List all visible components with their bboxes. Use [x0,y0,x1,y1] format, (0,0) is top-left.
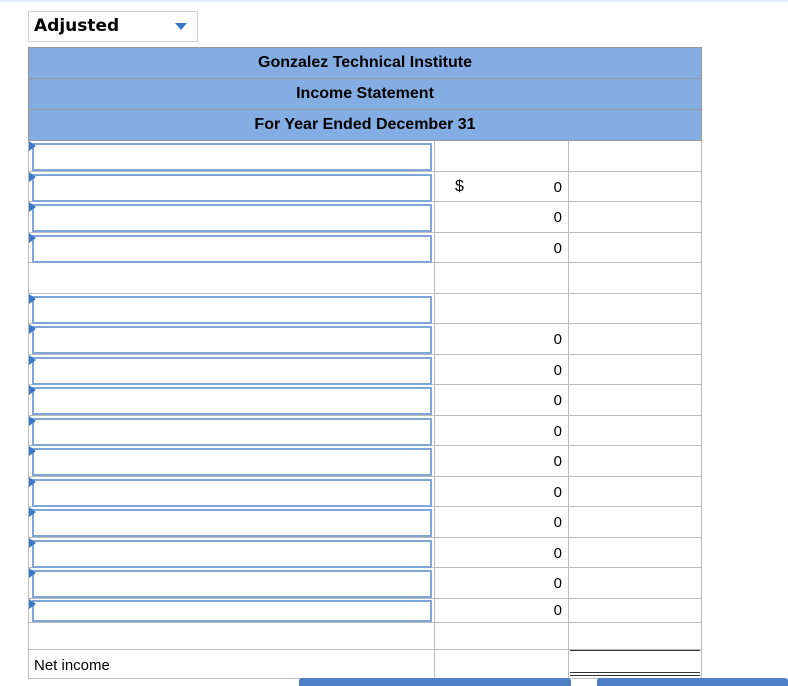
dropdown-flag-icon [29,202,36,212]
account-select[interactable] [32,235,432,263]
dropdown-flag-icon [29,385,36,395]
table-row [28,477,702,508]
total-cell[interactable] [569,507,702,537]
table-row [28,294,702,325]
blank-label-cell [29,623,435,649]
total-cell[interactable] [569,324,702,354]
table-row [28,507,702,538]
dropdown-button[interactable] [166,12,197,41]
statement-type-select[interactable] [28,11,198,42]
dropdown-flag-icon [29,355,36,365]
total-cell[interactable] [569,141,702,171]
dropdown-flag-icon [29,233,36,243]
double-underline [570,672,700,676]
dropdown-flag-icon [29,599,36,609]
dropdown-flag-icon [29,477,36,487]
amount-cell[interactable] [435,623,569,649]
total-cell[interactable] [569,263,702,293]
chevron-down-icon [175,23,187,30]
account-select[interactable] [32,570,432,598]
total-cell[interactable] [569,355,702,385]
table-row [28,599,702,623]
table-row [28,233,702,264]
prev-button[interactable] [299,678,571,686]
dropdown-flag-icon [29,507,36,517]
account-select[interactable] [32,479,432,507]
table-row [28,263,702,294]
table-row [28,355,702,386]
total-cell[interactable] [569,416,702,446]
total-cell[interactable] [569,233,702,263]
account-select[interactable] [32,143,432,171]
account-select[interactable] [32,174,432,202]
total-cell[interactable] [569,385,702,415]
table-row [28,416,702,447]
amount-cell[interactable]: 0 [435,355,569,385]
total-cell[interactable] [569,446,702,476]
account-select[interactable] [32,326,432,354]
dropdown-flag-icon [29,416,36,426]
total-cell[interactable] [569,599,702,622]
table-row [28,172,702,203]
amount-cell[interactable]: 0 [435,568,569,598]
amount-cell[interactable] [435,294,569,324]
total-cell[interactable] [569,172,702,202]
account-select[interactable] [32,600,432,622]
amount-cell[interactable]: 0 [435,507,569,537]
account-select[interactable] [32,357,432,385]
net-income-total-cell[interactable] [569,650,702,678]
dropdown-flag-icon [29,568,36,578]
dropdown-flag-icon [29,172,36,182]
amount-cell[interactable]: $ 0 [435,172,569,202]
table-row [28,324,702,355]
amount-cell[interactable]: 0 [435,233,569,263]
total-cell[interactable] [569,623,702,649]
account-select[interactable] [32,448,432,476]
amount-cell[interactable]: 0 [435,324,569,354]
total-rule [570,650,700,651]
dropdown-flag-icon [29,446,36,456]
dropdown-flag-icon [29,294,36,304]
top-divider [0,0,788,2]
total-cell[interactable] [569,568,702,598]
account-select[interactable] [32,509,432,537]
company-name-header: Gonzalez Technical Institute [28,48,702,79]
account-select[interactable] [32,387,432,415]
amount-cell[interactable]: 0 [435,446,569,476]
total-cell[interactable] [569,202,702,232]
account-select[interactable] [32,540,432,568]
net-income-label: Net income [34,656,110,674]
table-row [28,568,702,599]
table-row [28,446,702,477]
table-row [28,141,702,172]
statement-title-header: Income Statement [28,79,702,110]
next-button[interactable] [597,678,788,686]
account-select[interactable] [32,204,432,232]
account-select[interactable] [32,418,432,446]
total-cell[interactable] [569,294,702,324]
amount-cell[interactable] [435,141,569,171]
amount-cell[interactable]: 0 [435,599,569,622]
total-cell[interactable] [569,538,702,568]
period-header: For Year Ended December 31 [28,110,702,141]
table-row [28,538,702,569]
table-row [28,623,702,650]
amount-cell[interactable]: 0 [435,202,569,232]
blank-label-cell [29,263,435,293]
amount-cell[interactable]: 0 [435,538,569,568]
amount-cell[interactable]: 0 [435,416,569,446]
total-cell[interactable] [569,477,702,507]
dropdown-flag-icon [29,538,36,548]
statement-type-value: Adjusted [34,16,120,36]
net-income-row [28,650,702,679]
dollar-sign: $ [455,177,464,195]
table-row [28,202,702,233]
account-select[interactable] [32,296,432,324]
table-row [28,385,702,416]
amount-cell[interactable]: 0 [435,385,569,415]
amount-cell[interactable] [435,263,569,293]
income-statement-table [28,47,702,679]
dropdown-flag-icon [29,141,36,151]
dropdown-flag-icon [29,324,36,334]
net-income-amount-cell[interactable] [435,650,569,678]
amount-cell[interactable]: 0 [435,477,569,507]
